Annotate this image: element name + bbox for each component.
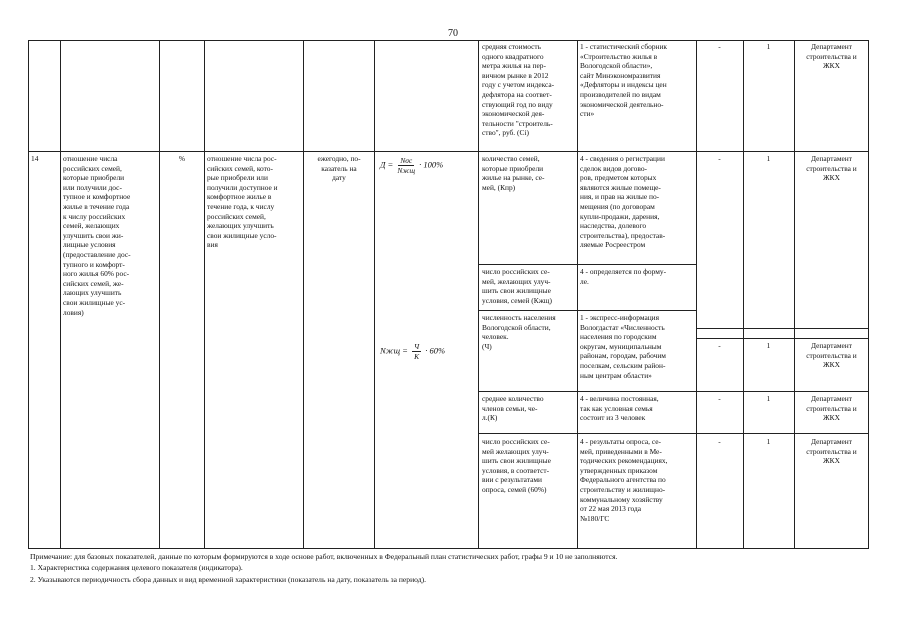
grid-line [478,433,869,434]
footnote: 2. Указываются периодичность сбора данных и вид временной характеристики (показатель на дату, показатель за период). [30,575,427,584]
formula-numerator: Ч [413,342,420,351]
col11-cell: 1 [766,42,771,51]
sub-method-cell: 4 - определяется по форму- ле. [580,267,667,286]
formula-denominator: Nжщ [397,166,416,175]
col10-cell: - [718,154,721,163]
grid-line [478,391,869,392]
grid-line [478,310,696,311]
definition-cell: отношение числа рос- сийских семей, кото- рые приобрели или получили доступное и комфортное жилье в течение года, к числу российских семей, желающих улучшить свои жилищные усло- вия [207,154,278,250]
indicator-name: отношение числа российских семей, которые приобрели или получили дос- тупное и комфортное жилье в течение года к числу российских семей, желающих улучшить свои жи- лищные условия (предоставление дос- тупного и комфорт- ного жилья 60% рос- сийских семей, же- лающих улучшить свои жилищные ус- ловия) [63,154,131,317]
grid-line [696,328,869,329]
grid-line [28,548,869,549]
formula-rhs: · 100% [419,159,444,170]
grid-line [696,338,869,339]
footnote: 1. Характеристика содержания целевого показателя (индикатора). [30,563,243,572]
org-cell: Департамент строительства и ЖКХ [806,154,857,183]
formula-fraction [397,156,415,175]
grid-line [478,264,696,265]
grid-line [28,40,869,41]
sub-name-cell: количество семей, которые приобрели жилье на рынке, се- мей, (Кпр) [482,154,545,192]
org-cell: Департамент строительства и ЖКХ [806,42,857,71]
col11-cell: 1 [766,394,771,403]
row-number: 14 [31,154,39,163]
grid-line [60,40,61,548]
col11-cell: 1 [766,437,771,446]
grid-line [577,40,578,548]
col10-cell: - [718,42,721,51]
grid-line [868,40,869,548]
col11-cell: 1 [766,154,771,163]
col10-cell: - [718,341,721,350]
org-cell: Департамент строительства и ЖКХ [806,437,857,466]
formula-lhs: Nжщ = [380,345,408,356]
sub-name-cell: число российских се- мей, желающих улуч- шить свои жилищные условия, семей (Кжщ) [482,267,552,305]
col10-cell: - [718,437,721,446]
page-number: 70 [448,28,458,39]
sub-method-cell: 4 - величина постоянная, так как условная семья состоит из 3 человек [580,394,659,423]
sub-name-cell: численность населения Вологодской области, человек. (Ч) [482,313,556,351]
formula-lhs: Д = [380,159,394,170]
grid-line [159,40,160,548]
sub-name-cell: среднее количество членов семьи, че- л.(К) [482,394,544,423]
formula-fraction [412,342,421,361]
sub-method-cell: 4 - сведения о регистрации сделок видов догово- ров, предметом которых являются жилые помеще- ния, и прав на жилые по- мещения (по договорам купли-продажи, дарения, наследства, долевого строительства), предостав- ляемые Росреестром [580,154,666,250]
org-cell: Департамент строительства и ЖКХ [806,341,857,370]
formula-share [380,156,443,175]
sub-method-cell: 1 - экспресс-информация Вологдастат «Численность населения по городским округам, муниципальным районам, городам, рабочим поселкам, сельским район- ным центрам области» [580,313,666,380]
grid-line [28,40,29,548]
formula-numerator: Nσс [400,156,413,165]
grid-line [743,40,744,548]
sub-name-cell: число российских се- мей желающих улуч- шить свои жилищные условия, в соответст- вии с результатами опроса, семей (60%) [482,437,551,494]
source-name-cell: средняя стоимость одного квадратного метра жилья на пер- вичном рынке в 2012 году с учетом индекса- дефлятора на соответ- ствующий год по виду экономической дея- тельности "строитель- ство", руб. (Ci) [482,42,555,138]
formula-families [380,342,445,361]
grid-line [794,40,795,548]
unit-cell: % [178,154,186,163]
source-method-cell: 1 - статистический сборник «Строительство жилья в Вологодской области», сайт Минэкономразвития «Дефляторы и индексы цен производителей по видам экономической деятельно- сти» [580,42,668,119]
grid-line [478,40,479,548]
col10-cell: - [718,394,721,403]
formula-rhs: · 60% [425,345,446,356]
org-cell: Департамент строительства и ЖКХ [806,394,857,423]
grid-line [374,40,375,548]
col11-cell: 1 [766,341,771,350]
grid-line [696,40,697,548]
formula-denominator: К [414,352,420,361]
periodicity-cell: ежегодно, по- казатель на дату [317,154,361,183]
grid-line [303,40,304,548]
sub-method-cell: 4 - результаты опроса, се- мей, приведенными в Ме- тодических рекомендациях, утвержденных приказом Федерального агентства по строительству и жилищно- коммунальному хозяйству от 22 мая 2013 года №180/ГС [580,437,668,523]
grid-line [204,40,205,548]
footnote: Примечание: для базовых показателей, данные по которым формируются в ходе основе работ, включенных в Федеральный план статистических работ, графы 9 и 10 не заполняются. [30,552,618,561]
grid-line [28,151,869,152]
